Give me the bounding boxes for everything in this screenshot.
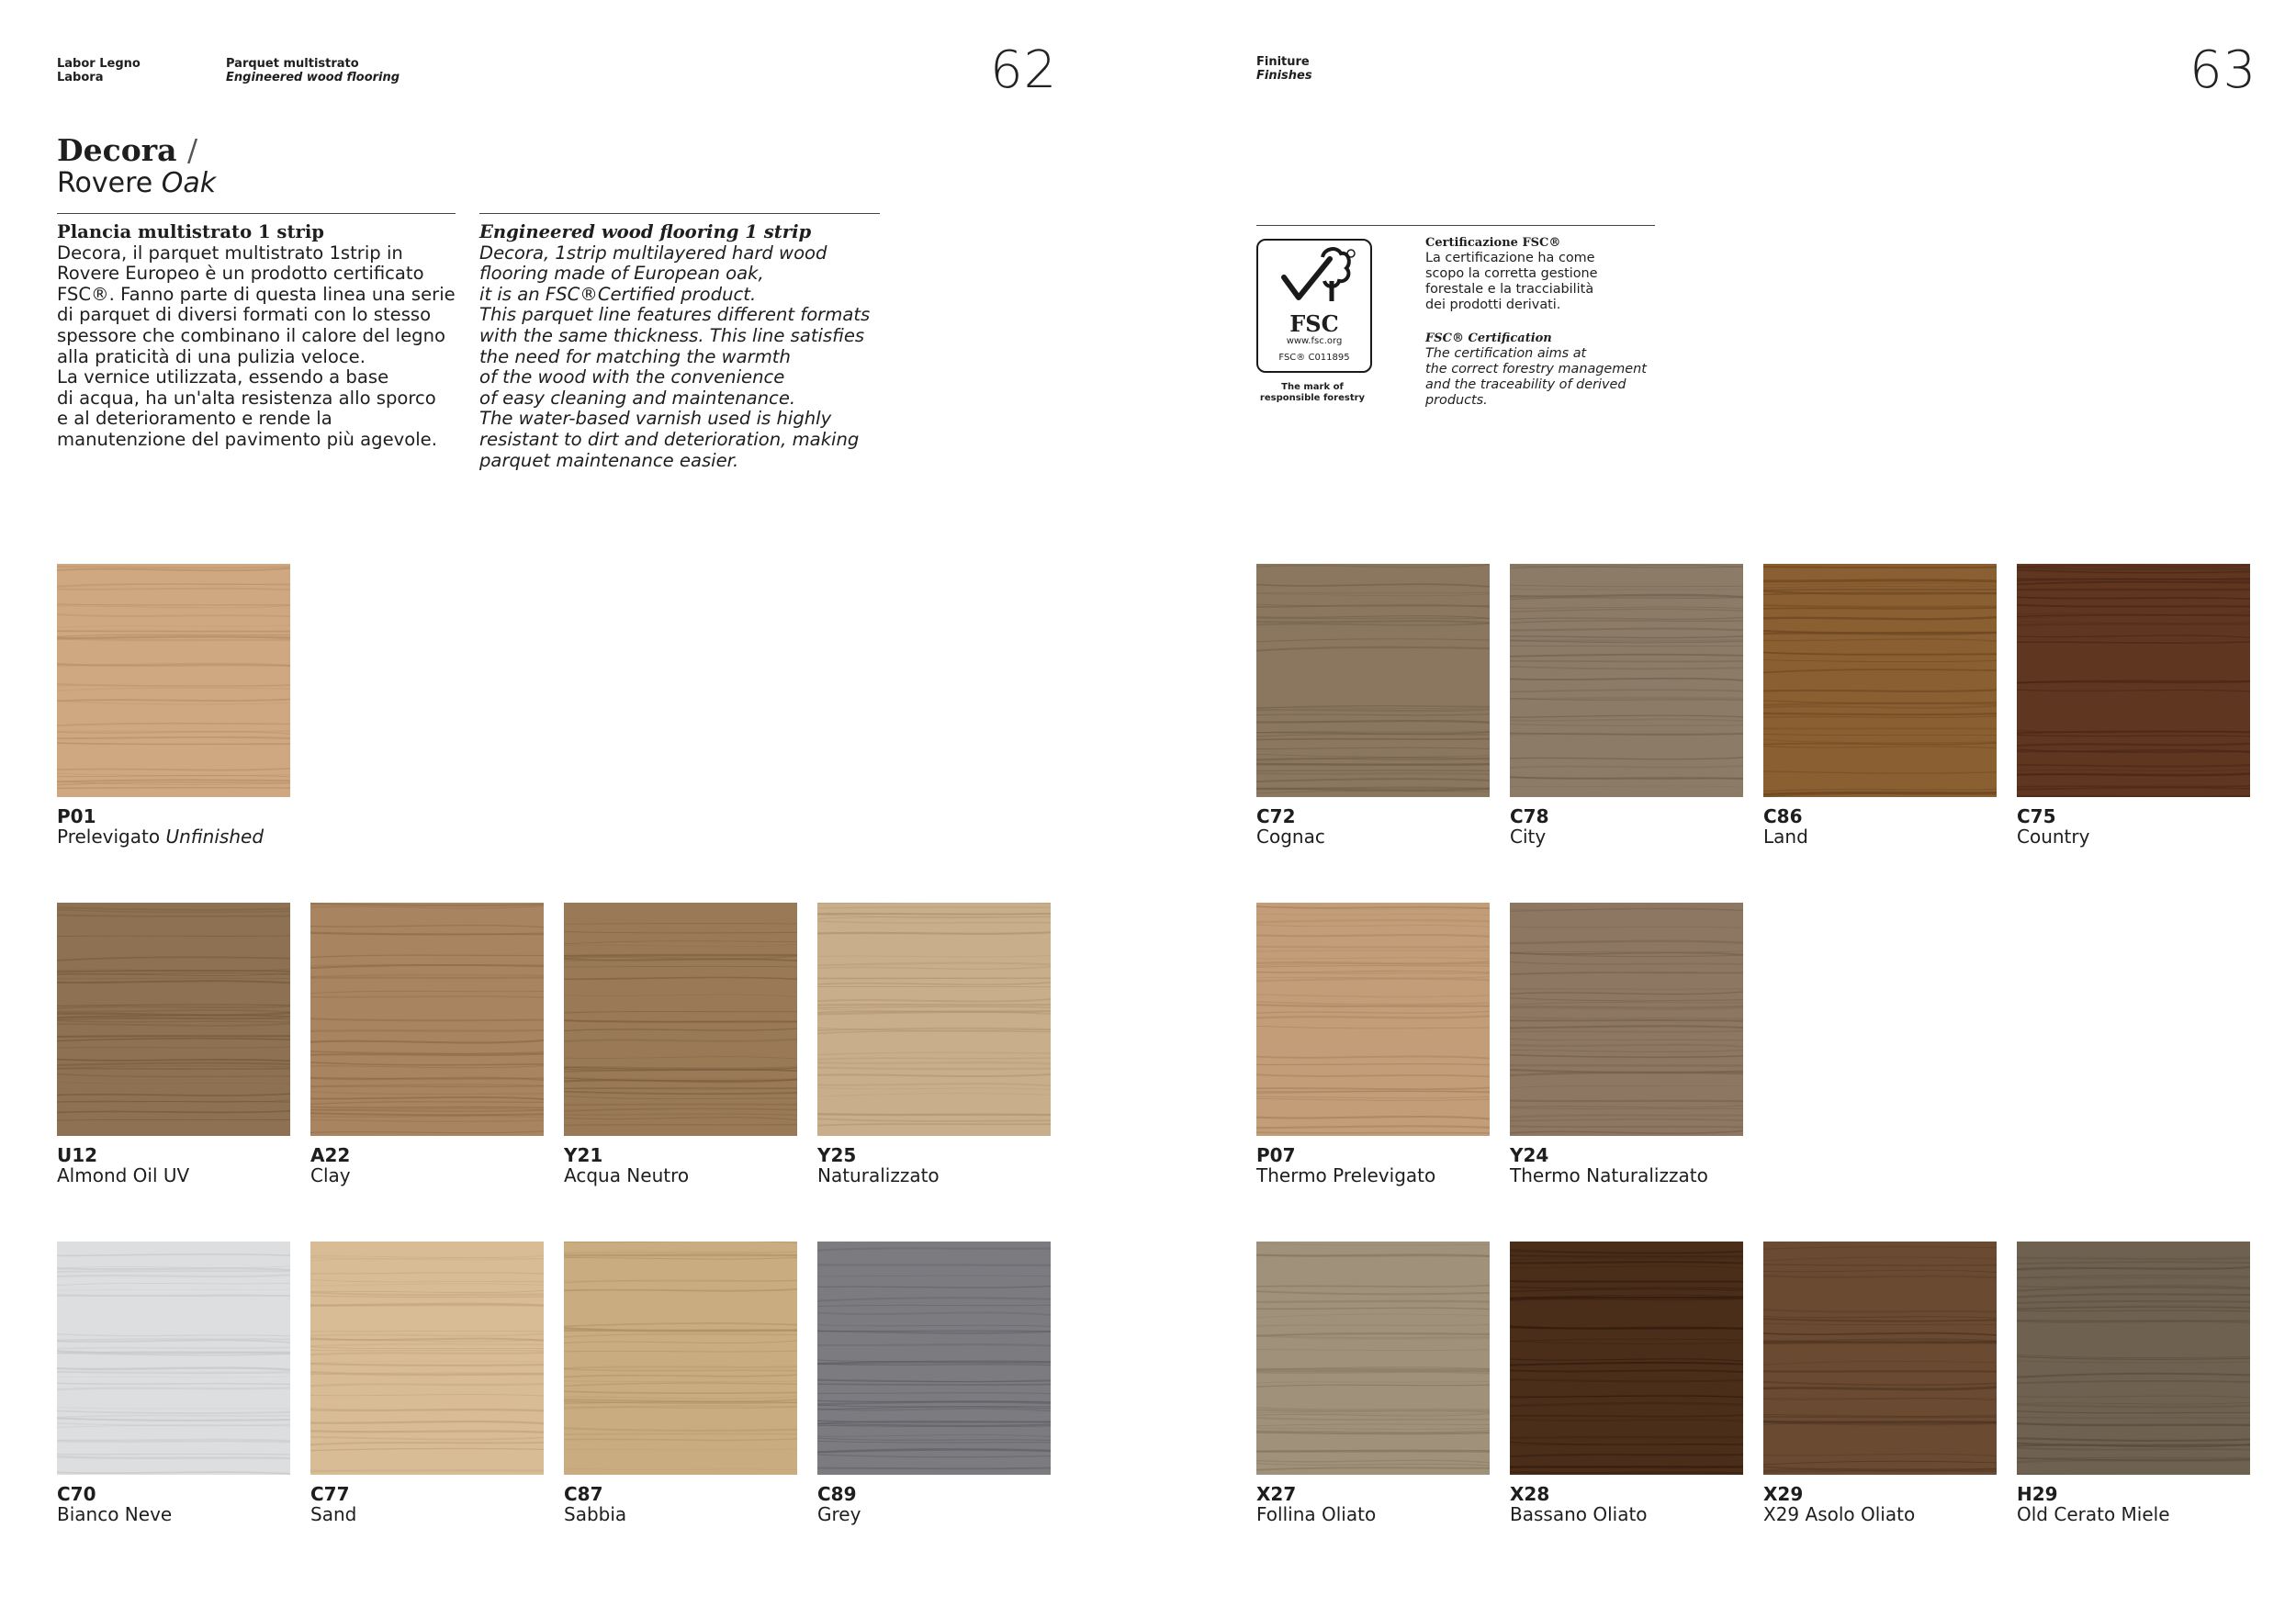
swatch-code: P07 xyxy=(1256,1144,1296,1166)
swatch-name: Cognac xyxy=(1256,826,1325,848)
swatch-code: C70 xyxy=(57,1483,96,1505)
title-line1: Decora / xyxy=(57,132,198,168)
intro-heading-en: Engineered wood flooring 1 strip xyxy=(479,221,812,242)
section-label-it: Parquet multistrato xyxy=(226,57,359,71)
section-label-en: Engineered wood flooring xyxy=(226,71,400,84)
tree-check-icon xyxy=(1258,241,1370,314)
swatch-c75[interactable] xyxy=(2017,564,2250,797)
fsc-text-it: Certificazione FSC® La certificazione ha come scopo la corretta gestione forestale e la tracciabilità dei prodotti derivati. xyxy=(1425,235,1673,313)
brand-block xyxy=(57,57,141,84)
swatch-u12[interactable] xyxy=(57,903,290,1136)
intro-heading-it: Plancia multistrato 1 strip xyxy=(57,221,324,242)
swatch-code: Y24 xyxy=(1510,1144,1549,1166)
fsc-logo xyxy=(1256,239,1372,373)
page-title xyxy=(57,133,216,199)
intro-text-en: Engineered wood flooring 1 strip Decora, 1strip multilayered hard wood flooring made of European oak, it is an FSC®Certified product. This parquet line features different formats with the same thickness. This line satisfies the need for matching the warmth of the wood with the convenience of easy cleaning and maintenance. The water-based varnish used is highly resistant to dirt and deterioration, making parquet maintenance easier. xyxy=(479,222,893,471)
divider-fsc xyxy=(1256,225,1655,226)
swatch-name: Follina Oliato xyxy=(1256,1503,1377,1525)
swatch-code: Y25 xyxy=(817,1144,857,1166)
divider-it xyxy=(57,213,456,214)
fsc-url: www.fsc.org xyxy=(1286,336,1343,346)
page-number-right: 63 xyxy=(2189,40,2257,100)
swatch-name: Clay xyxy=(310,1164,351,1186)
swatch-a22[interactable] xyxy=(310,903,544,1136)
swatch-name: X29 Asolo Oliato xyxy=(1763,1503,1916,1525)
swatch-code: Y21 xyxy=(564,1144,603,1166)
swatch-code: X28 xyxy=(1510,1483,1550,1505)
swatch-y24[interactable] xyxy=(1510,903,1743,1136)
section-label-right xyxy=(1256,55,1312,83)
swatch-c77[interactable] xyxy=(310,1242,544,1475)
swatch-c86[interactable] xyxy=(1763,564,1997,797)
swatch-x28[interactable] xyxy=(1510,1242,1743,1475)
swatch-name: Thermo Prelevigato xyxy=(1256,1164,1436,1186)
swatch-c89[interactable] xyxy=(817,1242,1051,1475)
swatch-name: Acqua Neutro xyxy=(564,1164,690,1186)
swatch-name: Bassano Oliato xyxy=(1510,1503,1648,1525)
brand-name: Labor Legno xyxy=(57,57,141,71)
swatch-y25[interactable] xyxy=(817,903,1051,1136)
swatch-name: Sand xyxy=(310,1503,357,1525)
swatch-c70[interactable] xyxy=(57,1242,290,1475)
brand-sub: Labora xyxy=(57,71,104,84)
swatch-name: Land xyxy=(1763,826,1808,848)
swatch-name: Thermo Naturalizzato xyxy=(1510,1164,1708,1186)
swatch-code: X29 xyxy=(1763,1483,1804,1505)
section-label xyxy=(226,57,400,84)
swatch-code: C75 xyxy=(2017,805,2056,827)
fsc-tagline: The mark of responsible forestry xyxy=(1259,382,1366,403)
swatch-name: Country xyxy=(2017,826,2090,848)
swatch-c87[interactable] xyxy=(564,1242,797,1475)
section-label-right-it: Finiture xyxy=(1256,55,1310,69)
fsc-heading-en: FSC® Certification xyxy=(1425,332,1552,345)
swatch-code: C89 xyxy=(817,1483,857,1505)
swatch-code: C86 xyxy=(1763,805,1803,827)
swatch-name: Bianco Neve xyxy=(57,1503,173,1525)
swatch-code: X27 xyxy=(1256,1483,1297,1505)
swatch-code: P01 xyxy=(57,805,96,827)
page-number-left: 62 xyxy=(990,40,1058,100)
swatch-name: Almond Oil UV xyxy=(57,1164,190,1186)
swatch-x29[interactable] xyxy=(1763,1242,1997,1475)
fsc-logo-text: FSC xyxy=(1289,310,1339,337)
divider-en xyxy=(479,213,880,214)
section-label-right-en: Finishes xyxy=(1256,69,1312,83)
swatch-code: C77 xyxy=(310,1483,350,1505)
swatch-code: A22 xyxy=(310,1144,351,1166)
swatch-c72[interactable] xyxy=(1256,564,1490,797)
swatch-p07[interactable] xyxy=(1256,903,1490,1136)
swatch-y21[interactable] xyxy=(564,903,797,1136)
fsc-heading-it: Certificazione FSC® xyxy=(1425,236,1561,250)
swatch-name: Sabbia xyxy=(564,1503,627,1525)
swatch-code: H29 xyxy=(2017,1483,2058,1505)
swatch-code: C72 xyxy=(1256,805,1296,827)
swatch-name: City xyxy=(1510,826,1547,848)
swatch-code: C78 xyxy=(1510,805,1549,827)
swatch-code: C87 xyxy=(564,1483,603,1505)
swatch-name: Old Cerato Miele xyxy=(2017,1503,2170,1525)
swatch-name: Naturalizzato xyxy=(817,1164,940,1186)
fsc-license: FSC® C011895 xyxy=(1278,353,1350,363)
swatch-code: U12 xyxy=(57,1144,98,1166)
swatch-p01[interactable] xyxy=(57,564,290,797)
fsc-text-en: FSC® Certification The certification aims at the correct forestry management and the traceability of derived products. xyxy=(1425,331,1692,409)
swatch-x27[interactable] xyxy=(1256,1242,1490,1475)
intro-text-it: Plancia multistrato 1 strip Decora, il parquet multistrato 1strip in Rovere Europeo è un prodotto certificato FSC®. Fanno parte di questa linea una serie di parquet di diversi formati con lo stesso spessore che combinano il calore del legno alla praticità di una pulizia veloce. La vernice utilizzata, essendo a base di acqua, ha un'alta resistenza allo sporco e al deterioramento e rende la manutenzione del pavimento più agevole. xyxy=(57,222,461,451)
swatch-name: Prelevigato Unfinished xyxy=(57,826,264,848)
title-line2: Rovere Oak xyxy=(57,167,217,199)
swatch-c78[interactable] xyxy=(1510,564,1743,797)
swatch-h29[interactable] xyxy=(2017,1242,2250,1475)
swatch-name: Grey xyxy=(817,1503,861,1525)
